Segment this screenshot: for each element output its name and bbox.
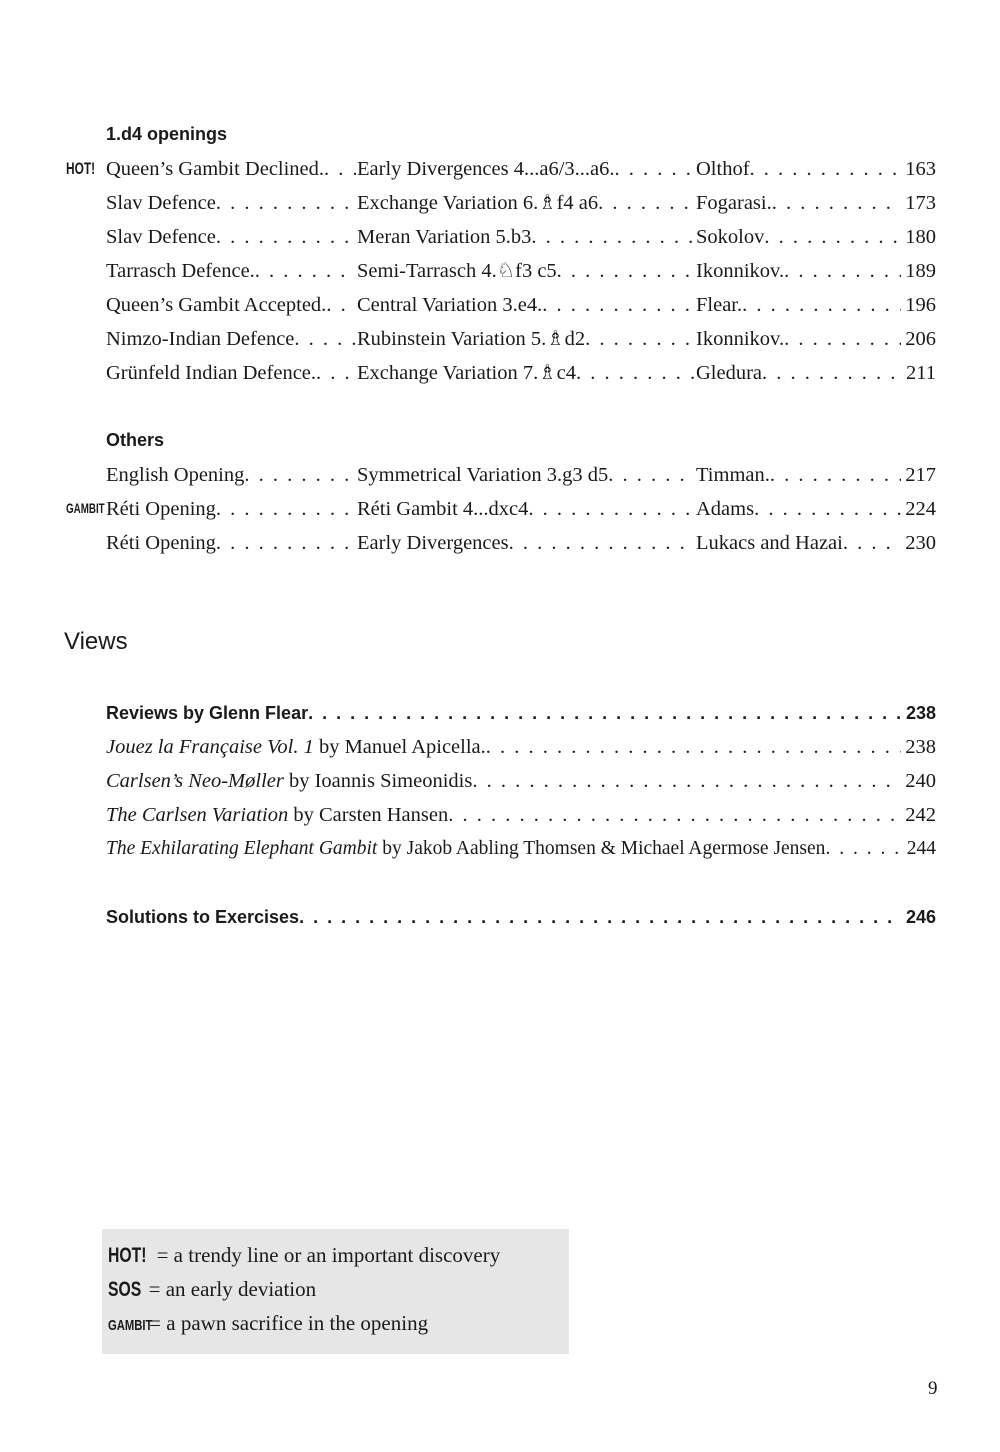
page-ref: 224: [905, 498, 936, 520]
page-ref: 206: [905, 328, 936, 350]
toc-entry[interactable]: [106, 187, 936, 219]
author-name: Adams: [696, 498, 755, 520]
book-author: by Jakob Aabling Thomsen & Michael Agermose Jensen: [377, 838, 826, 859]
sos-badge: SOS: [108, 1278, 142, 1301]
review-entry[interactable]: [106, 833, 936, 865]
page-ref: 189: [905, 260, 936, 282]
solutions-heading: Solutions to Exercises: [106, 907, 300, 927]
author-name: Sokolov: [696, 226, 765, 248]
reviews-heading: Reviews by Glenn Flear: [106, 703, 309, 723]
variation-name: Symmetrical Variation 3.g3 d5: [357, 464, 609, 486]
review-entry[interactable]: [106, 731, 936, 763]
toc-entry[interactable]: [106, 357, 936, 389]
legend-description: = a pawn sacrifice in the opening: [149, 1311, 429, 1335]
author-name: Ikonnikov.: [696, 328, 785, 350]
author-name: Fogarasi.: [696, 192, 772, 214]
toc-entry[interactable]: [106, 493, 936, 525]
gambit-badge: GAMBIT: [108, 1317, 153, 1334]
author-name: Flear.: [696, 294, 743, 316]
toc-entry[interactable]: [106, 221, 936, 253]
author-name: Olthof: [696, 158, 750, 180]
book-title: The Carlsen Variation: [106, 804, 289, 826]
review-entry[interactable]: [106, 765, 936, 797]
page-ref: 196: [905, 294, 936, 316]
variation-name: Rubinstein Variation 5.♗d2: [357, 328, 586, 350]
views-title: Views: [64, 628, 128, 655]
toc-entry[interactable]: [106, 459, 936, 491]
review-entry[interactable]: [106, 799, 936, 831]
toc-entry[interactable]: [106, 153, 936, 185]
author-name: Gledura: [696, 362, 763, 384]
section-heading-others: Others: [106, 430, 165, 450]
author-name: Timman.: [696, 464, 770, 486]
section-heading-d4: 1.d4 openings: [106, 124, 228, 144]
author-name: Lukacs and Hazai: [696, 532, 843, 554]
page-ref: 217: [905, 464, 936, 486]
hot-badge: HOT!: [108, 1244, 147, 1267]
variation-name: Meran Variation 5.b3: [357, 226, 532, 248]
page-ref: 238: [905, 703, 936, 723]
book-title: The Exhilarating Elephant Gambit: [106, 838, 378, 859]
variation-name: Réti Gambit 4...dxc4: [357, 498, 529, 520]
page-ref: 180: [905, 226, 936, 248]
opening-name: Slav Defence: [106, 192, 216, 214]
legend-item: [108, 1277, 316, 1302]
page-ref: 242: [905, 804, 936, 826]
page-ref: 163: [905, 158, 936, 180]
page-ref: 230: [905, 532, 936, 554]
page-number: 9: [928, 1378, 938, 1399]
book-title: Jouez la Française Vol. 1: [106, 736, 314, 758]
variation-name: Semi-Tarrasch 4.♘f3 c5: [357, 260, 557, 282]
legend-item: [108, 1243, 500, 1268]
opening-name: Slav Defence: [106, 226, 216, 248]
variation-name: Early Divergences 4...a6/3...a6.: [357, 158, 615, 180]
opening-name: Queen’s Gambit Declined.: [106, 158, 325, 180]
legend-item: [108, 1311, 428, 1336]
page-ref: 238: [905, 736, 936, 758]
legend-description: = an early deviation: [143, 1277, 317, 1301]
book-author: by Carsten Hansen: [288, 804, 449, 826]
gambit-badge: GAMBIT: [66, 500, 105, 516]
variation-name: Central Variation 3.e4.: [357, 294, 543, 316]
opening-name: Tarrasch Defence.: [106, 260, 255, 282]
opening-name: Grünfeld Indian Defence.: [106, 362, 317, 384]
opening-name: Réti Opening: [106, 532, 216, 554]
opening-name: Queen’s Gambit Accepted.: [106, 294, 327, 316]
page-ref: 246: [905, 907, 936, 927]
book-author: by Manuel Apicella.: [313, 736, 486, 758]
toc-entry[interactable]: [106, 527, 936, 559]
author-name: Ikonnikov.: [696, 260, 785, 282]
variation-name: Early Divergences: [357, 532, 509, 554]
legend-box: [102, 1229, 569, 1354]
solutions-row[interactable]: [106, 901, 936, 933]
variation-name: Exchange Variation 7.♗c4: [357, 362, 576, 384]
page-ref: 211: [906, 362, 936, 384]
reviews-heading-row[interactable]: [106, 697, 936, 729]
book-author: by Ioannis Simeonidis: [283, 770, 473, 792]
page-ref: 173: [905, 192, 936, 214]
variation-name: Exchange Variation 6.♗f4 a6: [357, 192, 599, 214]
toc-entry[interactable]: [106, 289, 936, 321]
book-title: Carlsen’s Neo-Møller: [106, 770, 284, 792]
toc-entry[interactable]: [106, 255, 936, 287]
page-ref: 244: [906, 838, 936, 859]
opening-name: Nimzo-Indian Defence: [106, 328, 295, 350]
page-ref: 240: [905, 770, 936, 792]
opening-name: Réti Opening: [106, 498, 216, 520]
toc-entry[interactable]: [106, 323, 936, 355]
legend-description: = a trendy line or an important discovery: [151, 1243, 501, 1267]
hot-badge: HOT!: [66, 159, 96, 178]
opening-name: English Opening: [106, 464, 245, 486]
